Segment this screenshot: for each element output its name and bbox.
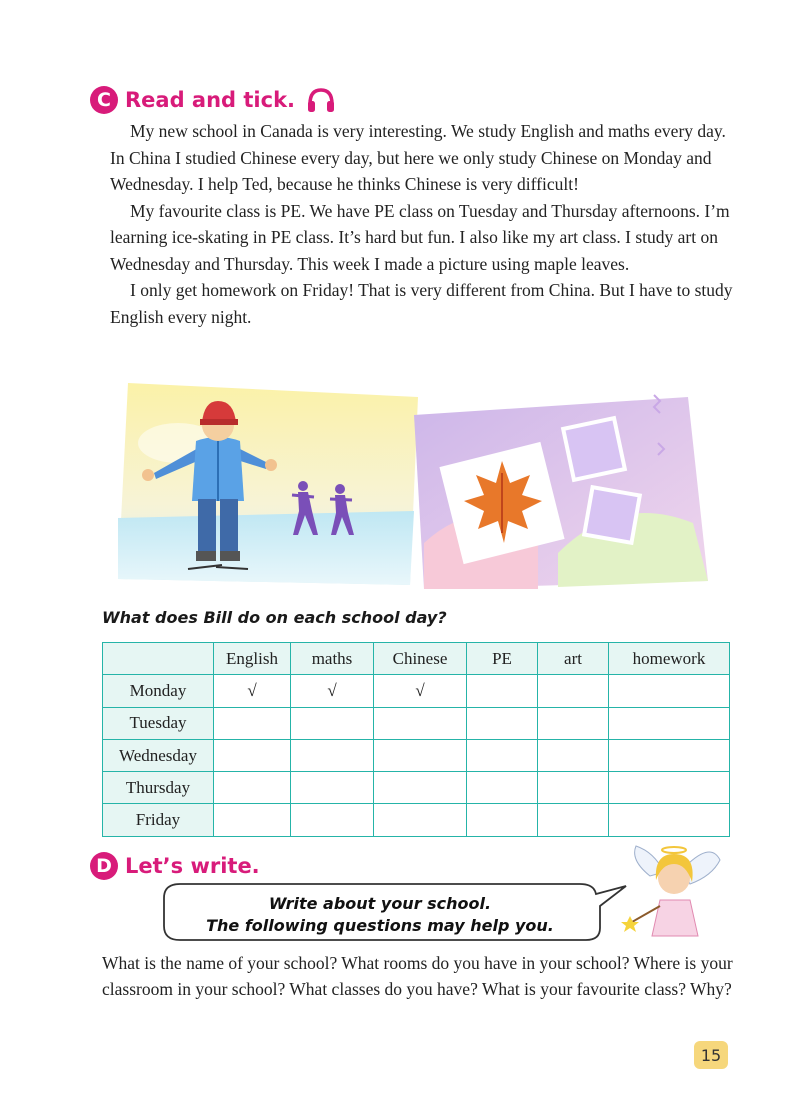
angel-illustration — [620, 840, 730, 945]
tick-cell[interactable] — [374, 804, 467, 836]
tick-cell[interactable] — [374, 707, 467, 739]
section-c-badge: C — [90, 86, 118, 114]
tick-cell[interactable] — [538, 707, 609, 739]
passage-paragraph-1: My new school in Canada is very interesting. We study English and maths every day. In China I studied Chinese every day, but here we only study Chinese on Monday and Wednesday. I help Ted, because he thinks Chinese is very difficult! — [110, 121, 726, 194]
tick-cell[interactable] — [538, 804, 609, 836]
tick-cell[interactable] — [214, 707, 291, 739]
header-cell: English — [214, 643, 291, 675]
maple-leaf-illustration — [414, 395, 708, 589]
tick-cell[interactable] — [214, 772, 291, 804]
section-d-title: Let’s write. — [125, 854, 260, 878]
header-cell — [103, 643, 214, 675]
tick-cell[interactable]: √ — [214, 675, 291, 707]
tick-cell[interactable] — [609, 739, 730, 771]
tick-cell[interactable] — [467, 707, 538, 739]
reading-passage — [110, 118, 742, 330]
tick-cell[interactable] — [291, 707, 374, 739]
table-row — [103, 772, 730, 804]
school-day-table — [102, 642, 730, 837]
tick-cell[interactable] — [609, 675, 730, 707]
section-d-header — [90, 852, 260, 880]
tick-cell[interactable]: √ — [374, 675, 467, 707]
tick-cell[interactable] — [291, 804, 374, 836]
tick-cell[interactable] — [291, 772, 374, 804]
ice-skater-illustration — [118, 383, 418, 585]
passage-paragraph-3: I only get homework on Friday! That is very different from China. But I have to study English every night. — [110, 280, 733, 327]
header-cell: art — [538, 643, 609, 675]
passage-paragraph-2: My favourite class is PE. We have PE class on Tuesday and Thursday afternoons. I’m learning ice-skating in PE class. It’s hard but fun. I also like my art class. I study art on Wednesday and Thursday. This week I made a picture using maple leaves. — [110, 200, 730, 274]
section-d-badge: D — [90, 852, 118, 880]
tick-cell[interactable]: √ — [291, 675, 374, 707]
tick-cell[interactable] — [609, 804, 730, 836]
tick-cell[interactable] — [214, 739, 291, 771]
bubble-line-1: Write about your school. — [268, 894, 492, 913]
header-cell: maths — [291, 643, 374, 675]
tick-cell[interactable] — [538, 772, 609, 804]
tick-cell[interactable] — [467, 804, 538, 836]
bubble-line-2: The following questions may help you. — [206, 916, 554, 935]
section-c-header — [90, 86, 337, 114]
table-row — [103, 675, 730, 707]
header-cell: PE — [467, 643, 538, 675]
tick-cell[interactable] — [214, 804, 291, 836]
day-cell: Thursday — [103, 772, 214, 804]
day-cell: Tuesday — [103, 707, 214, 739]
day-cell: Wednesday — [103, 739, 214, 771]
tick-cell[interactable] — [291, 739, 374, 771]
table-row — [103, 804, 730, 836]
headphones-icon[interactable] — [305, 86, 337, 114]
tick-cell[interactable] — [609, 772, 730, 804]
table-row — [103, 739, 730, 771]
table-question: What does Bill do on each school day? — [102, 608, 447, 627]
tick-cell[interactable] — [374, 739, 467, 771]
page-number: 15 — [694, 1041, 728, 1069]
table-row — [103, 707, 730, 739]
tick-cell[interactable] — [467, 772, 538, 804]
section-c-title: Read and tick. — [125, 88, 296, 112]
day-cell: Friday — [103, 804, 214, 836]
speech-bubble-text — [180, 893, 580, 937]
tick-cell[interactable] — [538, 675, 609, 707]
day-cell: Monday — [103, 675, 214, 707]
tick-cell[interactable] — [538, 739, 609, 771]
tick-cell[interactable] — [374, 772, 467, 804]
table-header-row — [103, 643, 730, 675]
writing-questions: What is the name of your school? What rooms do you have in your school? Where is your classroom in your school? What classes do you have? What is your favourite class? Why? — [102, 953, 733, 999]
tick-cell[interactable] — [467, 675, 538, 707]
header-cell: homework — [609, 643, 730, 675]
reading-illustration — [118, 383, 708, 593]
tick-cell[interactable] — [609, 707, 730, 739]
tick-cell[interactable] — [467, 739, 538, 771]
header-cell: Chinese — [374, 643, 467, 675]
